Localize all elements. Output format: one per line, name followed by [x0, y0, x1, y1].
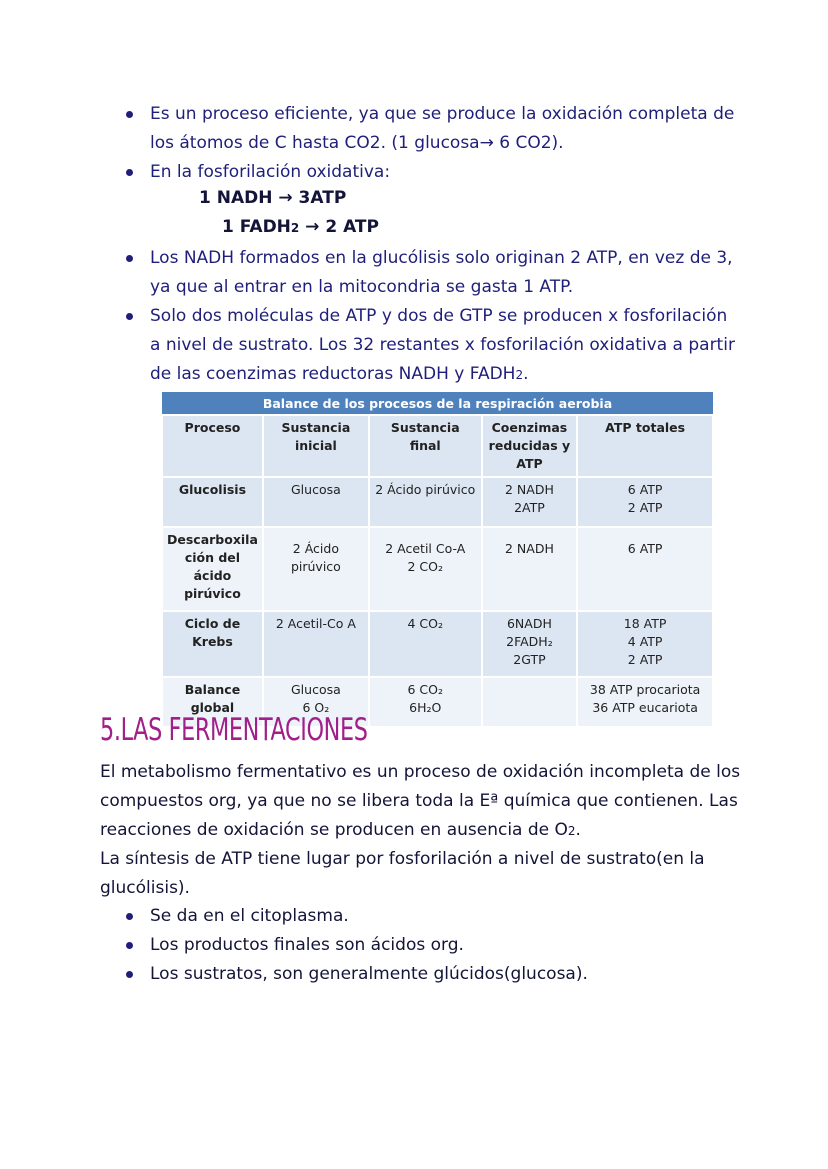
table-cell: 2 Ácido pirúvico: [263, 527, 369, 611]
table-cell: 6NADH 2FADH₂ 2GTP: [482, 611, 578, 677]
equation-nadh: 1 NADH → 3ATP: [199, 188, 347, 208]
table-cell: 2 NADH 2ATP: [482, 477, 578, 527]
table-cell: 4 CO₂: [369, 611, 482, 677]
bullet-efficiency: Es un proceso eficiente, ya que se produce la oxidación completa de los átomos de C hasta CO2. (1 glucosa→ 6 CO2).: [120, 100, 740, 158]
table-cell: [482, 677, 578, 727]
table-title: Balance de los procesos de la respiración aerobia: [162, 392, 713, 415]
table-cell: 38 ATP procariota 36 ATP eucariota: [577, 677, 713, 727]
row-label-cell: Glucolisis: [162, 477, 263, 527]
row-label-cell: Descarboxila ción del ácido pirúvico: [162, 527, 263, 611]
table-cell: 6 ATP 2 ATP: [577, 477, 713, 527]
respiration-bullets: [120, 100, 740, 187]
table-cell: 6 CO₂ 6H₂O: [369, 677, 482, 727]
bullet-cytoplasm: Se da en el citoplasma.: [120, 902, 740, 931]
bullet-end-products: Los productos finales son ácidos org.: [120, 931, 740, 960]
table-cell: 6 ATP: [577, 527, 713, 611]
bullet-dot-icon: [126, 971, 133, 978]
respiration-bullets-2: [120, 244, 740, 390]
header-cell: Proceso: [162, 415, 263, 477]
table-cell: Glucosa 6 O₂: [263, 677, 369, 727]
header-cell: Coenzimas reducidas y ATP: [482, 415, 578, 477]
bullet-dot-icon: [126, 169, 133, 176]
table-cell: 2 Acetil-Co A: [263, 611, 369, 677]
header-cell: ATP totales: [577, 415, 713, 477]
aerobic-respiration-table: [161, 392, 714, 728]
bullet-oxidative-phosphorylation: En la fosforilación oxidativa:: [120, 158, 740, 187]
bullet-substrates: Los sustratos, son generalmente glúcidos(glucosa).: [120, 960, 740, 989]
table-cell: 2 Ácido pirúvico: [369, 477, 482, 527]
table-row: [162, 611, 713, 677]
bullet-dot-icon: [126, 913, 133, 920]
paragraph-fermentation: El metabolismo fermentativo es un proceso de oxidación incompleta de los compuestos org, ya que no se libera toda la Eª química que contienen. Las reacciones de oxidación se producen en ausencia de O2.: [100, 762, 741, 840]
bullet-substrate-level: Solo dos moléculas de ATP y dos de GTP se producen x fosforilación a nivel de sustrato. Los 32 restantes x fosforilación oxidativa a partir de las coenzimas reductoras NADH y FADH2.: [120, 302, 740, 390]
table-row: [162, 477, 713, 527]
header-cell: Sustancia final: [369, 415, 482, 477]
bullet-dot-icon: [126, 313, 133, 320]
table-cell: 2 NADH: [482, 527, 578, 611]
table-cell: 2 Acetil Co-A 2 CO₂: [369, 527, 482, 611]
bullet-dot-icon: [126, 111, 133, 118]
header-cell: Sustancia inicial: [263, 415, 369, 477]
fermentation-bullets: [120, 902, 740, 989]
table-cell: 18 ATP 4 ATP 2 ATP: [577, 611, 713, 677]
table-cell: Glucosa: [263, 477, 369, 527]
bullet-dot-icon: [126, 942, 133, 949]
table-row: [162, 527, 713, 611]
table-header-row: [162, 415, 713, 477]
equation-fadh: 1 FADH2 → 2 ATP: [222, 217, 379, 237]
bullet-dot-icon: [126, 255, 133, 262]
row-label-cell: Balance global: [162, 677, 263, 727]
bullet-nadh-glucolysis: Los NADH formados en la glucólisis solo originan 2 ATP, en vez de 3, ya que al entrar en la mitocondria se gasta 1 ATP.: [120, 244, 740, 302]
paragraph-atp-synthesis: La síntesis de ATP tiene lugar por fosforilación a nivel de sustrato(en la glucólisis).: [100, 849, 705, 898]
row-label-cell: Ciclo de Krebs: [162, 611, 263, 677]
section-heading: 5.LAS FERMENTACIONES: [100, 712, 368, 748]
